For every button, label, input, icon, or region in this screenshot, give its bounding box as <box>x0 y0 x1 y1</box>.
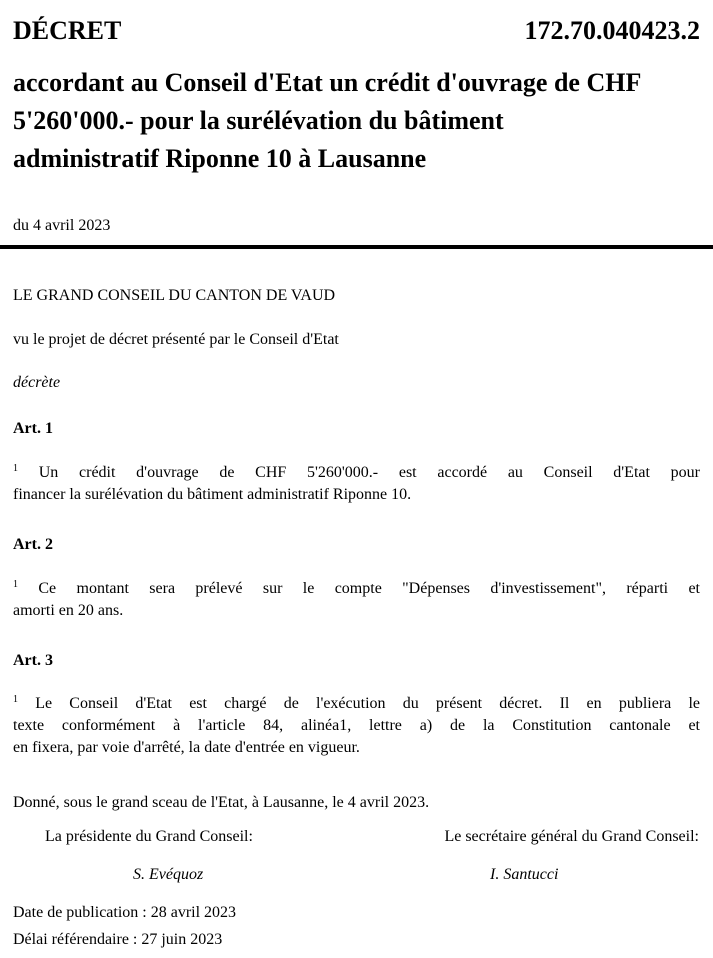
article-paragraph <box>13 578 700 622</box>
horizontal-rule <box>0 245 713 249</box>
article-paragraph <box>13 693 700 759</box>
title-line: administratif Riponne 10 à Lausanne <box>13 144 427 173</box>
secretary-name: I. Santucci <box>490 866 559 883</box>
paragraph-line: en fixera, par voie d'arrêté, la date d'entrée en vigueur. <box>13 739 360 756</box>
title-line: 5'260'000.- pour la surélévation du bâtiment <box>13 106 504 135</box>
paragraph-line: financer la surélévation du bâtiment administratif Riponne 10. <box>13 486 412 503</box>
article-heading: Art. 3 <box>13 652 53 669</box>
referendum-deadline: Délai référendaire : 27 juin 2023 <box>13 931 223 948</box>
preamble-considering: vu le projet de décret présenté par le Conseil d'Etat <box>13 331 339 348</box>
president-title: La présidente du Grand Conseil: <box>45 828 253 845</box>
paragraph-line: amorti en 20 ans. <box>13 602 124 619</box>
secretary-title: Le secrétaire général du Grand Conseil: <box>444 828 699 845</box>
preamble-decrees: décrète <box>13 374 61 391</box>
document-type: DÉCRET <box>13 16 122 45</box>
paragraph-line: $^1$ Un crédit d'ouvrage de CHF 5'260'000.- est accordé au Conseil d'Etat pour <box>13 463 700 481</box>
title-line: accordant au Conseil d'Etat un crédit d'ouvrage de CHF <box>13 68 642 97</box>
publication-date: Date de publication : 28 avril 2023 <box>13 904 237 921</box>
alinea-number: 1 <box>13 463 18 474</box>
paragraph-line: $^1$ Ce montant sera prélevé sur le compte "Dépenses d'investissement", réparti et <box>13 579 701 597</box>
paragraph-line: $^1$ Le Conseil d'Etat est chargé de l'exécution du présent décret. Il en publiera le <box>13 694 701 712</box>
paragraph-line: texte conformément à l'article 84, alinéa1, lettre a) de la Constitution cantonale et <box>13 717 700 734</box>
alinea-number: 1 <box>13 694 18 705</box>
closing-formula: Donné, sous le grand sceau de l'Etat, à Lausanne, le 4 avril 2023. <box>13 794 430 811</box>
article-heading: Art. 2 <box>13 536 53 553</box>
article-heading: Art. 1 <box>13 420 53 437</box>
alinea-number: 1 <box>13 579 18 590</box>
article-paragraph <box>13 462 700 506</box>
document-title <box>13 64 703 178</box>
president-name: S. Evéquoz <box>133 866 204 883</box>
preamble-authority: LE GRAND CONSEIL DU CANTON DE VAUD <box>13 287 336 304</box>
document-date: du 4 avril 2023 <box>13 217 111 234</box>
document-number: 172.70.040423.2 <box>524 16 700 45</box>
header <box>13 15 700 49</box>
